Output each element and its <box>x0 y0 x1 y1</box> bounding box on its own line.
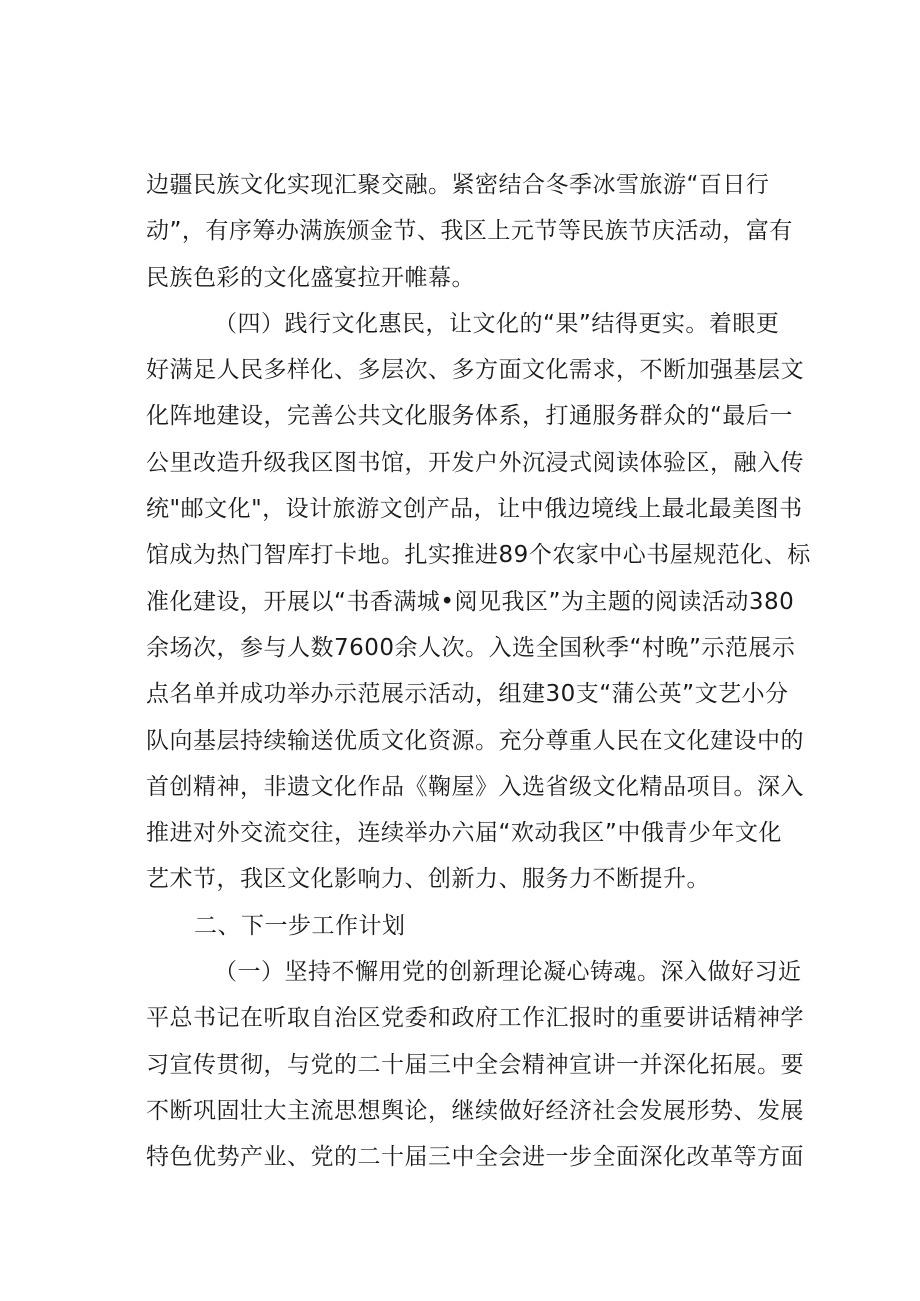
text-line: 推进对外交流交往，连续举办六届“欢动我区”中俄青少年文化 <box>146 820 782 847</box>
text-line: 边疆民族文化实现汇聚交融。紧密结合冬季冰雪旅游“百日行 <box>146 172 770 198</box>
text-line: 艺术节，我区文化影响力、创新力、服务力不断提升。 <box>146 866 710 893</box>
text-line: 化阵地建设，完善公共文化服务体系，打通服务群众的“最后一 <box>146 403 793 430</box>
text-line: 习宣传贯彻，与党的二十届三中全会精神宣讲一并深化拓展。要 <box>146 1051 804 1078</box>
text-line: 准化建设，开展以“书香满城•阅见我区”为主题的阅读活动380 <box>146 588 795 615</box>
text-line: 动”，有序筹办满族颁金节、我区上元节等民族节庆活动，富有 <box>146 218 793 245</box>
section-heading-4: （四）践行文化惠民，让文化的“果”结得更实。着眼更 <box>214 310 780 337</box>
text-line: 公里改造升级我区图书馆，开发户外沉浸式阅读体验区，融入传 <box>146 449 804 476</box>
text-line: 平总书记在听取自治区党委和政府工作汇报时的重要讲话精神学 <box>146 1005 804 1032</box>
section-heading-1: （一）坚持不懈用党的创新理论凝心铸魂。深入做好习近 <box>214 959 802 986</box>
text-line: 好满足人民多样化、多层次、多方面文化需求，不断加强基层文 <box>146 357 804 384</box>
text-line: 特色优势产业、党的二十届三中全会进一步全面深化改革等方面 <box>146 1144 804 1171</box>
text-line: 统"邮文化"，设计旅游文创产品，让中俄边境线上最北最美图书 <box>146 496 803 523</box>
text-line: 首创精神，非遗文化作品《鞠屋》入选省级文化精品项目。深入 <box>146 773 804 800</box>
text-line: 不断巩固壮大主流思想舆论，继续做好经济社会发展形势、发展 <box>146 1097 804 1124</box>
chapter-heading: 二、下一步工作计划 <box>194 912 406 939</box>
text-line: 队向基层持续输送优质文化资源。充分尊重人民在文化建设中的 <box>146 727 804 754</box>
body-text <box>146 162 811 1181</box>
text-line: 民族色彩的文化盛宴拉开帷幕。 <box>146 264 475 291</box>
text-line: 点名单并成功举办示范展示活动，组建30支“蒲公英”文艺小分 <box>146 681 789 708</box>
text-line: 馆成为热门智库打卡地。扎实推进89个农家中心书屋规范化、标 <box>146 542 811 569</box>
text-line: 余场次，参与人数7600余人次。入选全国秋季“村晚”示范展示 <box>146 634 796 661</box>
